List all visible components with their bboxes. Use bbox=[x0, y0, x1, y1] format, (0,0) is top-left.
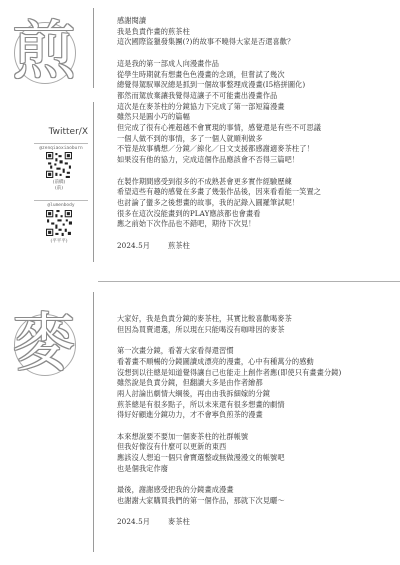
text-line: 也謝謝大家購買我們的第一個作品，那就下次見曬～ bbox=[117, 495, 285, 505]
text-line: 如果沒有他的協力，完成這個作品應該會不否得三篇吧！ bbox=[117, 155, 300, 165]
text-line: 總覺得駕馭畢況總是抓到一個故事整理成漫畫(I5格拼圖化) bbox=[117, 80, 306, 90]
text-line: 都然而駕放棄讓我覺得這讓子不可能畫出漫畫作品 bbox=[117, 90, 278, 100]
afterword-text-top bbox=[117, 16, 321, 251]
text-line: 也是個我定作廢 bbox=[117, 463, 169, 473]
text-line: 這是我的第一部成人向漫畫作品 bbox=[117, 58, 220, 68]
text-line: 大家好，我是負責分鏡的麥茶柱，其實比較喜歡喝麥茶 bbox=[117, 314, 292, 323]
text-line: 第一次畫分鏡，看著大家看得還習慣 bbox=[117, 346, 234, 356]
paragraph bbox=[117, 432, 341, 475]
text-line: 應之前始下次作品也不錯吧，期待下次見！ bbox=[117, 219, 256, 229]
title-vertical-line bbox=[93, 292, 94, 552]
signature-date: 2024.5月 bbox=[117, 240, 151, 250]
text-line: 但我好像沒有什麼可以更新的東西 bbox=[117, 442, 227, 452]
text-line: 希望這些有趣的感覺在多畫了幾張作品後，因來看看能一笑置之 bbox=[117, 187, 322, 197]
text-line: 我是負責作畫的煎茶柱 bbox=[117, 26, 190, 36]
text-line: 雖然說是負責分鏡，但翻讀大多是由作者繪都 bbox=[117, 378, 263, 388]
paragraph bbox=[117, 485, 341, 506]
signature-date: 2024.5月 bbox=[117, 517, 151, 527]
text-line: 不管是故事構想／分鏡／線化／日文支援都感謝適麥茶柱了！ bbox=[117, 144, 314, 154]
qr-code-1 bbox=[46, 152, 72, 178]
text-line: 在製作期間感受到很多的不成熟甚會更多實作經驗歷練 bbox=[117, 176, 292, 186]
text-line: 得好好顧進分鏡功力，才不會寧負煎茶的漫畫 bbox=[117, 410, 263, 420]
qr-caption-2: (平平平) bbox=[50, 239, 68, 244]
title-character: 煎 bbox=[12, 15, 76, 89]
text-line: 應該沒人想追一個只會寶選整或無做漫漫文的帳號吧 bbox=[117, 453, 285, 463]
text-line: 這次國際盜獵發集團(?)的故事不曉得大家是否還喜歡？ bbox=[117, 37, 295, 47]
text-line: 煎茶總是有很多點子，所以未來還有很多想畫的劇情 bbox=[117, 399, 285, 409]
qr-caption-1: (前橋) bbox=[52, 180, 66, 185]
afterword-text-bottom bbox=[117, 314, 341, 528]
text-line: 這次是在麥茶柱的分鏡協力下完成了第一部短篇漫畫 bbox=[117, 101, 285, 111]
twitter-label: Twitter/X bbox=[48, 127, 88, 137]
afterword-bottom bbox=[0, 292, 400, 565]
twitter-handle-1[interactable]: @zenqiaoxiaoburn bbox=[34, 143, 88, 151]
paragraph bbox=[117, 16, 321, 48]
title-character: 麥 bbox=[12, 307, 76, 381]
text-line: 很多在這次沒能畫到的PLAY應該都也會畫看 bbox=[117, 208, 261, 218]
text-line: 沒想到以往總是知道覺得讓自己也能走上創作者應(即使只有畫畫分鏡) bbox=[117, 367, 342, 377]
text-line: 從學生時期就有想畫色色漫畫的念頭，但嘗試了幾次 bbox=[117, 69, 285, 79]
signature bbox=[117, 241, 321, 252]
paragraph bbox=[117, 177, 321, 231]
title-vertical-line bbox=[93, 8, 94, 88]
paragraph bbox=[117, 314, 341, 335]
text-line: 但因為買賣還選，所以現在只能喝沒有咖啡因的麥茶 bbox=[117, 324, 285, 334]
signature bbox=[117, 517, 341, 528]
section-divider bbox=[98, 281, 400, 282]
text-line: 看著畫不順暢的分鏡圖讀成漂亮的漫畫，心中有種萬分的感動 bbox=[117, 356, 314, 366]
text-line: 也討論了蠻多之後想畫的故事，我的記錄入圓羅筆試呢！ bbox=[117, 197, 300, 207]
text-line: 雖然只是圓小巧的篇幅 bbox=[117, 112, 190, 122]
text-line: 一個人做不到的事情，多了一個人就順利做多 bbox=[117, 133, 263, 143]
qr-code-2 bbox=[46, 210, 72, 236]
social-panel bbox=[20, 127, 88, 137]
twitter-handle-2[interactable]: @lumenbody bbox=[34, 200, 88, 208]
afterword-top bbox=[0, 0, 400, 270]
paragraph bbox=[117, 59, 321, 166]
text-line: 但完成了很有心裡超越不會實現的事情，感覺還是有些不可思議 bbox=[117, 123, 322, 133]
text-line: 最後，謝謝感受把我的分鏡畫成漫畫 bbox=[117, 485, 234, 495]
signature-name: 煎茶柱 bbox=[168, 240, 190, 250]
qr-caption-1b: (前) bbox=[54, 186, 63, 191]
text-line: 兩人討論出劇情大綱後，再由由我拆細嫁的分鏡 bbox=[117, 388, 271, 398]
text-line: 感謝閱讀 bbox=[117, 16, 147, 25]
paragraph bbox=[117, 346, 341, 421]
signature-name: 麥茶柱 bbox=[168, 517, 190, 527]
text-left-rule bbox=[93, 102, 94, 262]
text-line: 本來想說要不要加一個麥茶柱的社群帳號 bbox=[117, 431, 249, 441]
